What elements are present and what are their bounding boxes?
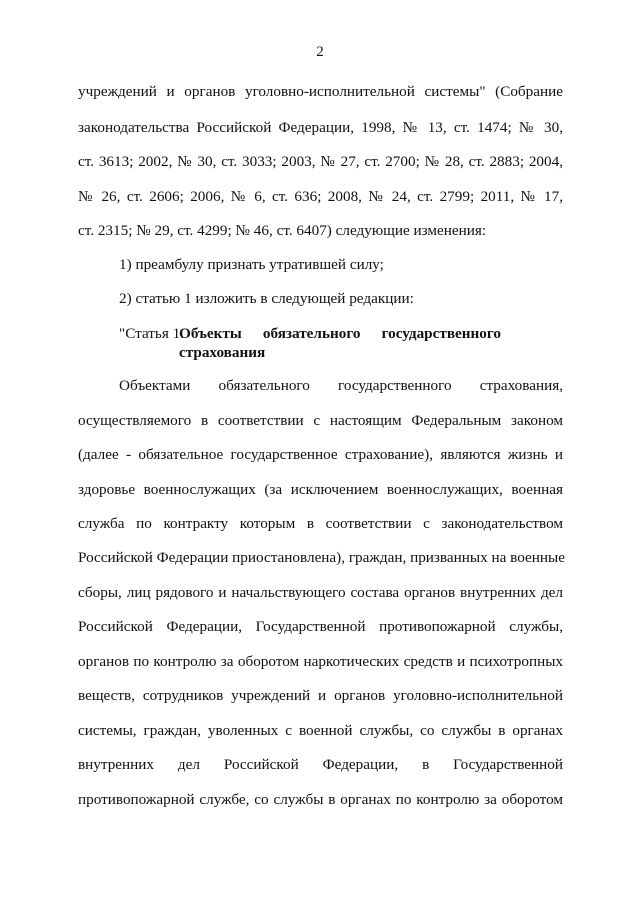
- page-number: 2: [316, 44, 324, 60]
- body-line: служба по контракту которым в соответствии с законодательством: [78, 515, 563, 532]
- article-title-line-1: Объекты обязательного государственного: [179, 325, 501, 342]
- body-line: системы, граждан, уволенных с военной службы, со службы в органах: [78, 722, 563, 739]
- intro-line: законодательства Российской Федерации, 1998, № 13, ст. 1474; № 30,: [78, 119, 563, 136]
- body-line: здоровье военнослужащих (за исключением военнослужащих, военная: [78, 481, 563, 498]
- body-line: (далее - обязательное государственное страхование), являются жизнь и: [78, 446, 563, 463]
- article-title-line-2: страхования: [179, 344, 266, 361]
- body-line: внутренних дел Российской Федерации, в Государственной: [78, 756, 563, 773]
- body-line: сборы, лиц рядового и начальствующего состава органов внутренних дел: [78, 584, 563, 601]
- body-line: Объектами обязательного государственного страхования,: [119, 377, 563, 394]
- body-line: веществ, сотрудников учреждений и органов уголовно-исполнительной: [78, 687, 563, 704]
- article-number: "Статья 1.: [119, 325, 185, 342]
- amendment-item-2: 2) статью 1 изложить в следующей редакции:: [119, 290, 414, 307]
- intro-line: учреждений и органов уголовно-исполнительной системы" (Собрание: [78, 83, 563, 100]
- body-line: Российской Федерации, Государственной противопожарной службы,: [78, 618, 563, 635]
- intro-line: ст. 3613; 2002, № 30, ст. 3033; 2003, № 27, ст. 2700; № 28, ст. 2883; 2004,: [78, 153, 563, 170]
- intro-line: ст. 2315; № 29, ст. 4299; № 46, ст. 6407) следующие изменения:: [78, 222, 487, 239]
- amendment-item-1: 1) преамбулу признать утратившей силу;: [119, 256, 384, 273]
- body-line: Российской Федерации приостановлена), граждан, призванных на военные: [78, 549, 565, 566]
- body-line: органов по контролю за оборотом наркотических средств и психотропных: [78, 653, 563, 670]
- intro-line: № 26, ст. 2606; 2006, № 6, ст. 636; 2008, № 24, ст. 2799; 2011, № 17,: [78, 188, 563, 205]
- body-line: осуществляемого в соответствии с настоящим Федеральным законом: [78, 412, 563, 429]
- body-line: противопожарной службе, со службы в органах по контролю за оборотом: [78, 791, 563, 808]
